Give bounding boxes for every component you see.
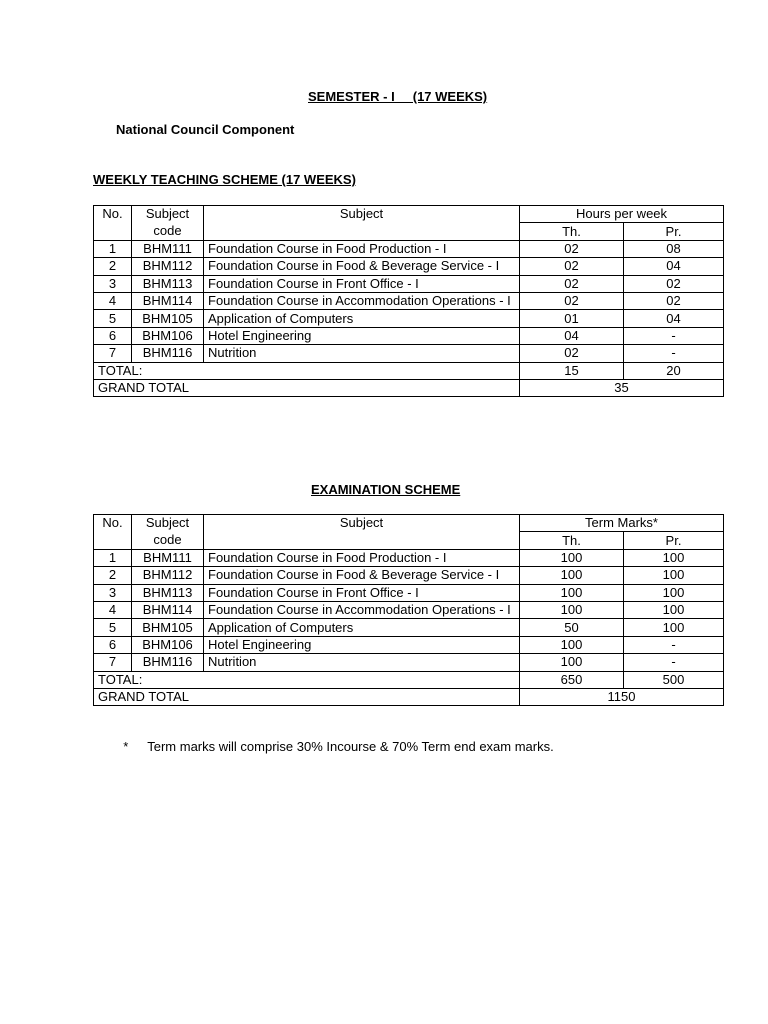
header-th: Th. xyxy=(520,223,624,240)
cell-subject: Foundation Course in Food & Beverage Service - I xyxy=(204,258,520,275)
table-row xyxy=(94,240,724,257)
total-pr: 20 xyxy=(624,362,724,379)
cell-code: BHM112 xyxy=(132,258,204,275)
cell-no: 5 xyxy=(94,619,132,636)
cell-subject: Foundation Course in Food & Beverage Service - I xyxy=(204,567,520,584)
header-no: No. xyxy=(94,515,132,532)
cell-code: BHM114 xyxy=(132,292,204,309)
cell-th: 02 xyxy=(520,292,624,309)
cell-th: 02 xyxy=(520,240,624,257)
table-row xyxy=(94,345,724,362)
cell-subject: Hotel Engineering xyxy=(204,636,520,653)
table-row xyxy=(94,636,724,653)
table-subheader-row xyxy=(94,223,724,240)
cell-no: 3 xyxy=(94,584,132,601)
header-subject-cont xyxy=(204,532,520,549)
cell-subject: Application of Computers xyxy=(204,310,520,327)
table-subheader-row xyxy=(94,532,724,549)
header-pr: Pr. xyxy=(624,532,724,549)
cell-no: 6 xyxy=(94,636,132,653)
cell-pr: 100 xyxy=(624,619,724,636)
cell-pr: 02 xyxy=(624,275,724,292)
cell-th: 02 xyxy=(520,275,624,292)
cell-code: BHM111 xyxy=(132,549,204,566)
cell-code: BHM105 xyxy=(132,310,204,327)
grand-total-row xyxy=(94,688,724,705)
cell-no: 7 xyxy=(94,345,132,362)
cell-th: 04 xyxy=(520,327,624,344)
cell-subject: Foundation Course in Front Office - I xyxy=(204,584,520,601)
teaching-scheme-table xyxy=(93,205,724,397)
cell-pr: 100 xyxy=(624,601,724,618)
cell-pr: 100 xyxy=(624,549,724,566)
grand-total-value: 1150 xyxy=(520,688,724,705)
header-code-line2: code xyxy=(132,223,204,240)
cell-pr: - xyxy=(624,345,724,362)
total-th: 15 xyxy=(520,362,624,379)
grand-total-label: GRAND TOTAL xyxy=(94,688,520,705)
cell-code: BHM114 xyxy=(132,601,204,618)
total-pr: 500 xyxy=(624,671,724,688)
header-subject: Subject xyxy=(204,515,520,532)
table-row xyxy=(94,549,724,566)
cell-no: 3 xyxy=(94,275,132,292)
cell-code: BHM113 xyxy=(132,275,204,292)
cell-no: 2 xyxy=(94,258,132,275)
cell-th: 100 xyxy=(520,567,624,584)
table-row xyxy=(94,327,724,344)
table-header-row xyxy=(94,206,724,223)
table-row xyxy=(94,310,724,327)
total-row xyxy=(94,362,724,379)
cell-no: 7 xyxy=(94,654,132,671)
cell-pr: 08 xyxy=(624,240,724,257)
cell-no: 5 xyxy=(94,310,132,327)
footnote-marker: * xyxy=(123,739,129,754)
cell-code: BHM106 xyxy=(132,327,204,344)
cell-no: 4 xyxy=(94,292,132,309)
header-pr: Pr. xyxy=(624,223,724,240)
cell-code: BHM116 xyxy=(132,345,204,362)
cell-subject: Application of Computers xyxy=(204,619,520,636)
cell-th: 02 xyxy=(520,345,624,362)
cell-subject: Foundation Course in Accommodation Operations - I xyxy=(204,601,520,618)
cell-no: 4 xyxy=(94,601,132,618)
cell-no: 1 xyxy=(94,549,132,566)
footnote-text: Term marks will comprise 30% Incourse & 70% Term end exam marks. xyxy=(147,739,554,754)
header-hours-per-week: Hours per week xyxy=(520,206,724,223)
examination-scheme-table xyxy=(93,514,724,706)
header-no-cont xyxy=(94,532,132,549)
cell-pr: 100 xyxy=(624,567,724,584)
table-row xyxy=(94,292,724,309)
grand-total-value: 35 xyxy=(520,379,724,396)
cell-th: 02 xyxy=(520,258,624,275)
header-subject-cont xyxy=(204,223,520,240)
cell-subject: Nutrition xyxy=(204,345,520,362)
cell-no: 1 xyxy=(94,240,132,257)
cell-th: 50 xyxy=(520,619,624,636)
cell-pr: 100 xyxy=(624,584,724,601)
cell-th: 01 xyxy=(520,310,624,327)
cell-code: BHM106 xyxy=(132,636,204,653)
cell-th: 100 xyxy=(520,654,624,671)
table-header-row xyxy=(94,515,724,532)
cell-th: 100 xyxy=(520,601,624,618)
cell-no: 2 xyxy=(94,567,132,584)
cell-code: BHM116 xyxy=(132,654,204,671)
cell-pr: 02 xyxy=(624,292,724,309)
cell-pr: - xyxy=(624,636,724,653)
footnote xyxy=(116,724,554,754)
cell-subject: Foundation Course in Front Office - I xyxy=(204,275,520,292)
table-row xyxy=(94,584,724,601)
header-code-line1: Subject xyxy=(132,206,204,223)
cell-pr: - xyxy=(624,327,724,344)
cell-th: 100 xyxy=(520,636,624,653)
header-code-line2: code xyxy=(132,532,204,549)
header-code-line1: Subject xyxy=(132,515,204,532)
total-row xyxy=(94,671,724,688)
cell-code: BHM112 xyxy=(132,567,204,584)
cell-th: 100 xyxy=(520,584,624,601)
table-row xyxy=(94,601,724,618)
cell-code: BHM111 xyxy=(132,240,204,257)
semester-title: SEMESTER - I (17 WEEKS) xyxy=(308,89,488,104)
table-row xyxy=(94,619,724,636)
cell-subject: Foundation Course in Accommodation Operations - I xyxy=(204,292,520,309)
cell-code: BHM113 xyxy=(132,584,204,601)
total-label: TOTAL: xyxy=(94,362,520,379)
cell-subject: Nutrition xyxy=(204,654,520,671)
header-no-cont xyxy=(94,223,132,240)
table-row xyxy=(94,258,724,275)
header-th: Th. xyxy=(520,532,624,549)
cell-no: 6 xyxy=(94,327,132,344)
table-row xyxy=(94,275,724,292)
cell-subject: Hotel Engineering xyxy=(204,327,520,344)
table-row xyxy=(94,567,724,584)
total-th: 650 xyxy=(520,671,624,688)
teaching-scheme-title: WEEKLY TEACHING SCHEME (17 WEEKS) xyxy=(93,172,356,187)
cell-subject: Foundation Course in Food Production - I xyxy=(204,549,520,566)
total-label: TOTAL: xyxy=(94,671,520,688)
grand-total-row xyxy=(94,379,724,396)
cell-code: BHM105 xyxy=(132,619,204,636)
grand-total-label: GRAND TOTAL xyxy=(94,379,520,396)
examination-scheme-title: EXAMINATION SCHEME xyxy=(311,482,461,497)
cell-pr: - xyxy=(624,654,724,671)
table-row xyxy=(94,654,724,671)
cell-pr: 04 xyxy=(624,258,724,275)
header-term-marks: Term Marks* xyxy=(520,515,724,532)
cell-subject: Foundation Course in Food Production - I xyxy=(204,240,520,257)
cell-pr: 04 xyxy=(624,310,724,327)
component-title: National Council Component xyxy=(116,122,295,137)
header-no: No. xyxy=(94,206,132,223)
cell-th: 100 xyxy=(520,549,624,566)
header-subject: Subject xyxy=(204,206,520,223)
